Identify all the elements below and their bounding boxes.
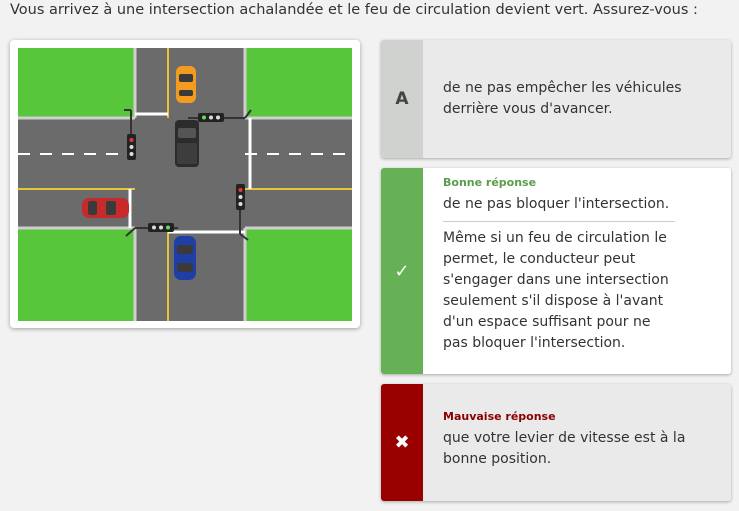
blue-car bbox=[174, 236, 196, 280]
answer-a-line-1: de ne pas empêcher les véhicules bbox=[443, 80, 682, 96]
intersection-illustration bbox=[10, 40, 360, 328]
explanation-line: s'engager dans une intersection bbox=[443, 272, 669, 288]
intersection-scene bbox=[18, 48, 352, 321]
answer-b-text: de ne pas bloquer l'intersection. bbox=[443, 194, 675, 222]
red-car bbox=[82, 198, 129, 218]
correct-status-label: Bonne réponse bbox=[443, 176, 537, 189]
answer-a-text bbox=[443, 78, 682, 120]
answer-c-line-1: que votre levier de vitesse est à la bbox=[443, 430, 686, 446]
answer-a-line-2: derrière vous d'avancer. bbox=[443, 101, 613, 117]
answer-option-c-wrong[interactable] bbox=[381, 384, 731, 501]
answer-c-line-2: bonne position. bbox=[443, 451, 552, 467]
black-truck bbox=[175, 120, 199, 167]
explanation-line: seulement s'il dispose à l'avant bbox=[443, 293, 664, 309]
explanation-line: d'un espace suffisant pour ne bbox=[443, 314, 651, 330]
answer-letter-a: A bbox=[381, 40, 423, 158]
correct-indicator bbox=[381, 168, 423, 374]
answer-option-a[interactable] bbox=[381, 40, 731, 158]
answer-c-text bbox=[443, 428, 713, 470]
cross-icon: ✖ bbox=[394, 432, 410, 453]
check-icon: ✓ bbox=[394, 260, 410, 282]
answer-option-b-correct[interactable] bbox=[381, 168, 731, 374]
orange-car bbox=[176, 66, 196, 103]
wrong-indicator bbox=[381, 384, 423, 501]
answer-explanation bbox=[443, 228, 683, 354]
wrong-status-label: Mauvaise réponse bbox=[443, 410, 556, 423]
explanation-line: permet, le conducteur peut bbox=[443, 251, 636, 267]
explanation-line: pas bloquer l'intersection. bbox=[443, 335, 626, 351]
explanation-line: Même si un feu de circulation le bbox=[443, 230, 667, 246]
question-text: Vous arrivez à une intersection achalandée et le feu de circulation devient vert. Assurez-vous : bbox=[10, 2, 698, 18]
